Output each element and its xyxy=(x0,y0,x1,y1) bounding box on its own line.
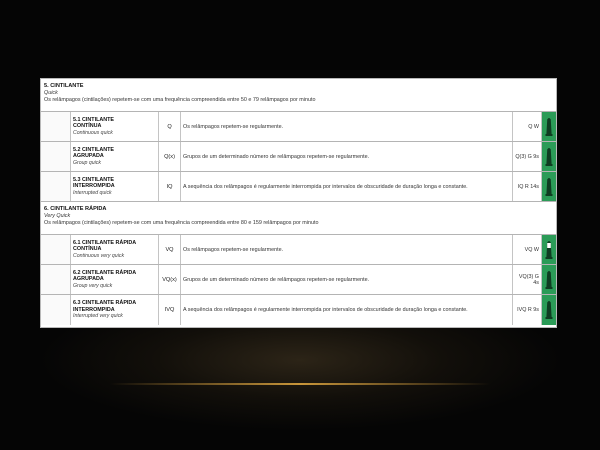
example-cell: VQ W xyxy=(513,235,542,264)
decorative-glow-line xyxy=(110,383,490,385)
lighthouse-icon xyxy=(542,265,556,294)
description-cell: Os relâmpagos repetem-se regularmente. xyxy=(181,112,513,141)
lighthouse-white-icon xyxy=(542,235,556,264)
description-cell: A sequência dos relâmpagos é regularmente interrompida por intervalos de obscuridade de duração longa e constante. xyxy=(181,295,513,325)
section-title: 6. CINTILANTE RÁPIDA xyxy=(44,206,107,212)
abbr-cell: IVQ xyxy=(159,295,181,325)
table-row xyxy=(41,142,556,172)
name-cell: 6.3 CINTILANTE RÁPIDA INTERROMPIDA Interrupted very quick xyxy=(71,295,159,325)
abbr-cell: IQ xyxy=(159,172,181,201)
empty-cell xyxy=(41,265,71,294)
name-cell: 5.1 CINTILANTE CONTÍNUA Continuous quick xyxy=(71,112,159,141)
empty-cell xyxy=(41,295,71,325)
table-row xyxy=(41,235,556,265)
light-characteristics-table xyxy=(40,78,557,328)
abbr-cell: Q xyxy=(159,112,181,141)
empty-cell xyxy=(41,112,71,141)
name-cell: 6.2 CINTILANTE RÁPIDA AGRUPADA Group very quick xyxy=(71,265,159,294)
description-cell: Grupos de um determinado número de relâmpagos repetem-se regularmente. xyxy=(181,142,513,171)
name-cell: 5.3 CINTILANTE INTERROMPIDA Interrupted quick xyxy=(71,172,159,201)
section-header-quick xyxy=(41,79,556,112)
example-cell: Q W xyxy=(513,112,542,141)
section-description: Os relâmpagos (cintilações) repetem-se com uma frequência compreendida entre 80 e 159 relâmpagos por minuto xyxy=(44,220,319,226)
table-row xyxy=(41,172,556,202)
example-cell: IVQ R 9s xyxy=(513,295,542,325)
name-cell: 5.2 CINTILANTE AGRUPADA Group quick xyxy=(71,142,159,171)
table-row xyxy=(41,112,556,142)
table-row xyxy=(41,265,556,295)
section-english: Quick xyxy=(44,90,58,96)
abbr-cell: VQ xyxy=(159,235,181,264)
abbr-cell: VQ(x) xyxy=(159,265,181,294)
example-cell: Q(3) G 9s xyxy=(513,142,542,171)
section-header-very-quick xyxy=(41,202,556,235)
example-cell: VQ(3) G 4s xyxy=(513,265,542,294)
section-description: Os relâmpagos (cintilações) repetem-se com uma frequência compreendida entre 50 e 79 relâmpagos por minuto xyxy=(44,97,316,103)
lighthouse-icon xyxy=(542,142,556,171)
description-cell: A sequência dos relâmpagos é regularmente interrompida por intervalos de obscuridade de duração longa e constante. xyxy=(181,172,513,201)
description-cell: Os relâmpagos repetem-se regularmente. xyxy=(181,235,513,264)
lighthouse-icon xyxy=(542,112,556,141)
section-english: Very Quick xyxy=(44,213,71,219)
example-cell: IQ R 14s xyxy=(513,172,542,201)
empty-cell xyxy=(41,142,71,171)
lighthouse-icon xyxy=(542,172,556,201)
name-cell: 6.1 CINTILANTE RÁPIDA CONTÍNUA Continuous very quick xyxy=(71,235,159,264)
empty-cell xyxy=(41,172,71,201)
section-title: 5. CINTILANTE xyxy=(44,83,84,89)
empty-cell xyxy=(41,235,71,264)
table-row xyxy=(41,295,556,325)
abbr-cell: Q(x) xyxy=(159,142,181,171)
description-cell: Grupos de um determinado número de relâmpagos repetem-se regularmente. xyxy=(181,265,513,294)
lighthouse-icon xyxy=(542,295,556,325)
